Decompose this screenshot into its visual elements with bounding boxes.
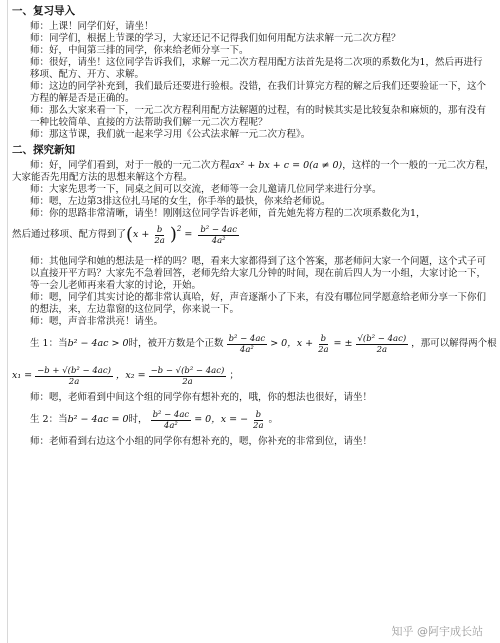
numerator: b² − 4ac — [200, 224, 237, 235]
text: ； — [229, 370, 239, 381]
text: 生 2：当 — [30, 414, 68, 425]
denominator: 4a² — [211, 235, 226, 246]
paragraph: 大家能否先用配方法的思想来解这个方程。 — [12, 172, 193, 183]
text: 然后通过移项、配方得到了 — [12, 229, 127, 240]
denominator: 2a — [376, 344, 388, 355]
fraction — [151, 410, 192, 431]
numerator: b — [320, 333, 327, 344]
math-term: = ± — [333, 338, 353, 349]
paragraph: 师：其他同学和她的想法是一样的吗？嗯，看来大家都得到了这个答案，那老师问大家一个问题，这个式子可以直接开平方吗？大家先不急着回答，老师先给大家几分钟的时间，现在前后四人为一小组，大家讨论一下，等一会儿老师再来看大家的讨论，开始。 — [30, 256, 487, 291]
paragraph: 师：嗯，左边第3排这位扎马尾的女生，你手举的最快，你来给老师说。 — [30, 196, 331, 207]
paragraph: 师：那这节课，我们就一起来学习用《公式法求解一元二次方程》。 — [30, 129, 311, 140]
text: ，那可以解得两个根 — [411, 338, 497, 349]
math-term: = 0， — [194, 414, 221, 425]
paragraph: 师：嗯，老师看到中间这个组的同学你有想补充的，哦，你的想法也很好，请坐！ — [30, 392, 373, 403]
numerator: b² − 4ac — [152, 409, 190, 420]
paragraph: 师：你的思路非常清晰，请坐！刚刚这位同学告诉老师，首先她先将方程的二次项系数化为1， — [30, 208, 426, 219]
text: 时，被开方数是个正数 — [128, 338, 224, 349]
denominator: 4a² — [239, 344, 254, 355]
paragraph: 师：嗯，声音非常洪亮！请坐。 — [30, 316, 164, 327]
math-term: x₁ = — [12, 370, 33, 381]
numerator: √(b² − 4ac) — [357, 333, 407, 344]
fraction — [251, 410, 265, 431]
math-term: x + — [296, 338, 314, 349]
text: 时， — [128, 414, 148, 425]
completed-square-line — [12, 220, 489, 250]
math-term: > 0， — [270, 338, 297, 349]
denominator: 2a — [68, 376, 80, 387]
paragraph: 师：上课！同学们好，请坐！ — [30, 21, 154, 32]
square-exponent: 2 — [176, 225, 182, 233]
numerator: −b − √(b² − 4ac) — [150, 365, 225, 376]
paragraph: 师：这边的同学补充到，我们最后还要进行验根。没错，在我们计算完方程的解之后我们还要验证一下，这个方程的解是否是正确的。 — [30, 81, 487, 104]
section-heading-explore: 二、探究新知 — [12, 144, 75, 156]
math-term: x = − — [220, 414, 249, 425]
paragraph: 师：好，中间第三排的同学，你来给老师分享一下。 — [30, 45, 249, 56]
paragraph: 师：大家先思考一下，同桌之间可以交流，老师等一会儿邀请几位同学来进行分享。 — [30, 184, 382, 195]
fraction — [198, 225, 239, 246]
numerator: −b + √(b² − 4ac) — [37, 365, 111, 376]
equals-sign: = — [184, 229, 193, 240]
section-heading-review: 一、复习导入 — [12, 5, 75, 17]
math-term: ，x₂ = — [115, 370, 146, 381]
equation-line — [12, 160, 495, 172]
text: 师：好，同学们看到，对于一般的一元二次方程 — [30, 160, 230, 171]
watermark: 知乎 @阿宇成长站 — [391, 625, 483, 638]
denominator: 2a — [318, 344, 329, 355]
numerator: b — [255, 409, 262, 420]
student1-line — [12, 328, 497, 360]
fraction — [356, 334, 409, 355]
numerator: b² − 4ac — [228, 333, 266, 344]
document-page — [7, 0, 497, 643]
fraction — [152, 225, 166, 246]
text: 。 — [268, 414, 279, 425]
roots-line — [12, 360, 489, 392]
paragraph: 师：很好，请坐！这位同学告诉我们，求解一元二次方程用配方法首先是将二次项的系数化为1，然后再进行移项、配方、开方、求解。 — [30, 57, 483, 80]
student2-line — [12, 404, 489, 436]
numerator: b — [156, 224, 163, 235]
denominator: 4a² — [163, 420, 178, 431]
text: ，这样的一个一般的一元二次方程， — [342, 160, 495, 171]
fraction — [227, 334, 268, 355]
denominator: 2a — [253, 420, 264, 431]
general-equation: ax² + bx + c = 0(a ≠ 0) — [229, 160, 343, 171]
paragraph: 师：老师看到右边这个小组的同学你有想补充的，嗯，你补充的非常到位，请坐！ — [30, 436, 373, 447]
paragraph: 师：那么大家来看一下，一元二次方程利用配方法解题的过程，有的时候其实是比较复杂和麻烦的，那有没有一种比较简单、直接的方法帮助我们解一元二次方程呢？ — [30, 105, 487, 128]
discriminant: b² − 4ac > 0 — [67, 338, 129, 349]
fraction — [149, 366, 227, 387]
paren-close: ) — [169, 224, 177, 245]
fraction — [316, 334, 330, 355]
denominator: 2a — [154, 235, 165, 246]
paragraph: 师：同学们，根据上节课的学习，大家还记不记得我们如何用配方法求解一元二次方程？ — [30, 33, 401, 44]
paren-open: ( — [126, 224, 134, 245]
fraction — [35, 366, 113, 387]
denominator: 2a — [182, 376, 193, 387]
paragraph: 师：嗯，同学们其实讨论的都非常认真哈，好，声音逐渐小了下来，有没有哪位同学愿意给老师分享一下你们的想法，来，左边靠窗的这位同学，你来说一下。 — [30, 292, 487, 315]
math-term: x + — [133, 229, 150, 240]
text: 生 1：当 — [30, 338, 68, 349]
discriminant: b² − 4ac = 0 — [67, 414, 129, 425]
